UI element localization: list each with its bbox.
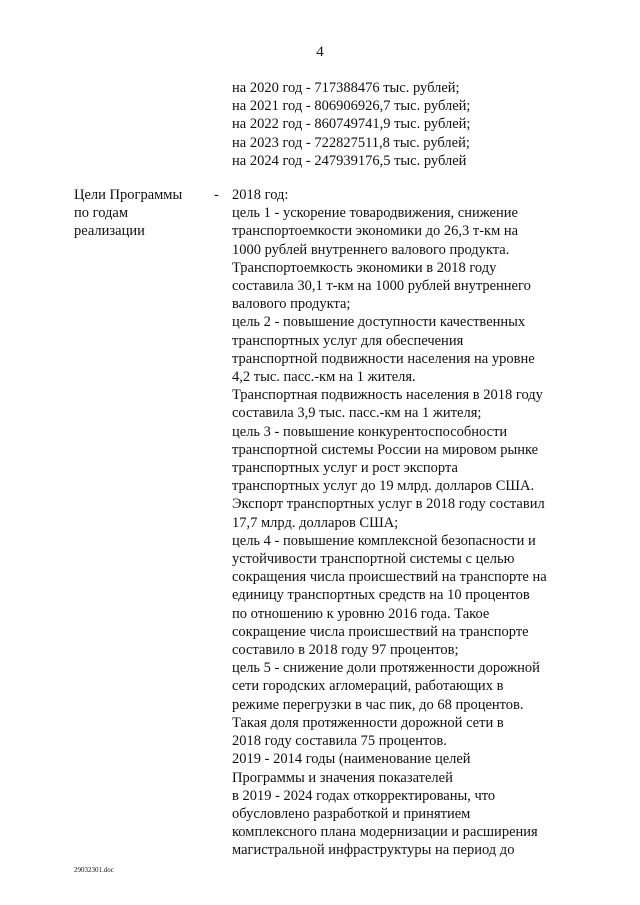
funding-line: на 2022 год - 860749741,9 тыс. рублей; xyxy=(232,116,471,133)
funding-line: на 2024 год - 247939176,5 тыс. рублей xyxy=(232,152,467,169)
section-label-line: Цели Программы xyxy=(74,187,183,203)
funding-by-year xyxy=(232,79,470,170)
footer-file-code: 29032301.doc xyxy=(74,866,114,874)
goals-line: комплексного плана модернизации и расширения xyxy=(232,824,538,841)
funding-line: на 2020 год - 717388476 тыс. рублей; xyxy=(232,80,460,96)
goals-line: цель 4 - повышение комплексной безопасности и xyxy=(232,532,536,549)
goals-line: 2018 год: xyxy=(232,187,289,203)
section-label-line: реализации xyxy=(74,223,145,240)
goals-line: Программы и значения показателей xyxy=(232,769,453,786)
goals-line: сокращение числа происшествий на транспорте xyxy=(232,623,529,640)
goals-line: транспортных услуг до 19 млрд. долларов США. xyxy=(232,478,535,495)
goals-line: транспортной подвижности населения на уровне xyxy=(232,350,535,367)
goals-line: транспортных услуг и рост экспорта xyxy=(232,460,458,477)
goals-line: 1000 рублей внутреннего валового продукта. xyxy=(232,241,510,258)
goals-line: 2019 - 2014 годы (наименование целей xyxy=(232,751,471,768)
goals-line: режиме перегрузки в час пик, до 68 процентов. xyxy=(232,696,524,713)
goals-line: обусловлено разработкой и принятием xyxy=(232,805,471,822)
goals-line: устойчивости транспортной системы с целью xyxy=(232,551,515,568)
goals-line: цель 2 - повышение доступности качественных xyxy=(232,314,526,331)
goals-line: цель 1 - ускорение товародвижения, снижение xyxy=(232,205,518,222)
goals-line: транспортоемкости экономики до 26,3 т-км на xyxy=(232,223,519,240)
goals-line: составила 30,1 т-км на 1000 рублей внутреннего xyxy=(232,278,531,295)
goals-line: Такая доля протяженности дорожной сети в xyxy=(232,714,504,731)
goals-line: валового продукта; xyxy=(232,296,351,313)
page-number: 4 xyxy=(316,44,324,60)
goals-line: 2018 году составила 75 процентов. xyxy=(232,733,447,750)
goals-line: составило в 2018 году 97 процентов; xyxy=(232,642,459,659)
goals-text xyxy=(232,186,547,860)
goals-line: составила 3,9 тыс. пасс.-км на 1 жителя; xyxy=(232,405,482,422)
goals-line: магистральной инфраструктуры на период до xyxy=(232,842,515,859)
section-label xyxy=(74,186,182,241)
goals-line: транспортных услуг для обеспечения xyxy=(232,332,464,349)
goals-line: цель 5 - снижение доли протяженности дорожной xyxy=(232,660,540,677)
goals-line: единицу транспортных средств на 10 процентов xyxy=(232,587,530,604)
funding-line: на 2023 год - 722827511,8 тыс. рублей; xyxy=(232,134,470,151)
label-dash: - xyxy=(214,187,219,203)
funding-line: на 2021 год - 806906926,7 тыс. рублей; xyxy=(232,98,471,115)
goals-line: по отношению к уровню 2016 года. Такое xyxy=(232,605,490,622)
goals-line: сети городских агломераций, работающих в xyxy=(232,678,504,695)
goals-line: 17,7 млрд. долларов США; xyxy=(232,514,399,531)
section-label-line: по годам xyxy=(74,205,129,222)
goals-line: 4,2 тыс. пасс.-км на 1 жителя. xyxy=(232,369,416,386)
goals-line: сокращения числа происшествий на транспорте на xyxy=(232,569,547,586)
goals-line: Экспорт транспортных услуг в 2018 году составил xyxy=(232,496,545,513)
goals-line: транспортной системы России на мировом рынке xyxy=(232,441,539,458)
goals-line: цель 3 - повышение конкурентоспособности xyxy=(232,423,508,440)
goals-line: Транспортоемкость экономики в 2018 году xyxy=(232,259,497,276)
goals-line: в 2019 - 2024 годах откорректированы, что xyxy=(232,787,496,804)
goals-line: Транспортная подвижность населения в 2018 году xyxy=(232,387,543,404)
